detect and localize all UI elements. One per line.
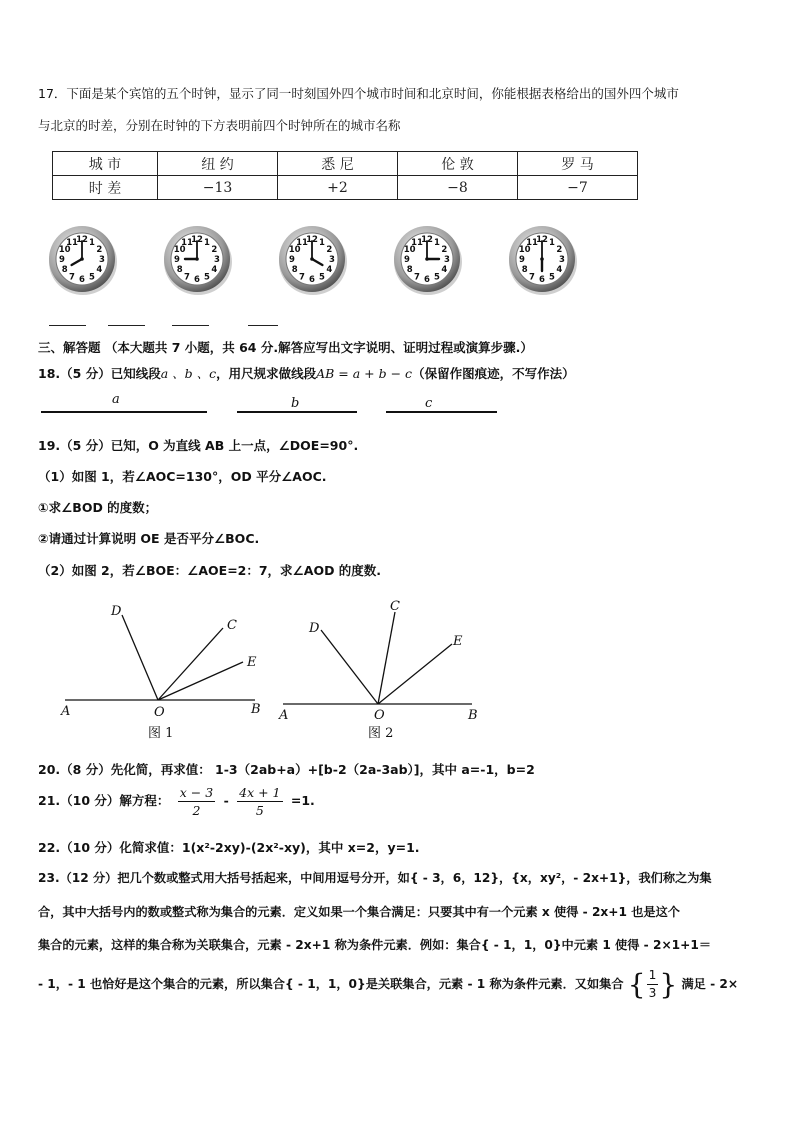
table-cell: 纽 约 [158,152,278,176]
svg-text:2: 2 [96,245,103,256]
svg-text:5: 5 [434,272,440,283]
svg-text:1: 1 [89,237,95,248]
table-cell: −13 [158,176,278,200]
set-fraction-denominator: 3 [648,986,657,1000]
q21-minus: - [223,793,229,808]
svg-text:6: 6 [194,275,200,286]
q19-sub2: ②请通过计算说明 OE 是否平分∠BOC. [38,531,260,546]
ray-oc [158,628,223,700]
label-o: O [374,708,385,723]
svg-text:3: 3 [559,255,565,266]
clock-5 [505,222,579,296]
q18-prefix: 18.（5 分）已知线段 [38,366,161,381]
q18-expr: AB = a + b − c [316,366,413,381]
q18-vars: a 、b 、c [160,366,217,381]
segment-b-label: b [291,396,300,411]
timezone-table [52,151,638,200]
label-o: O [154,705,165,720]
svg-text:8: 8 [521,265,528,276]
table-cell: −8 [398,176,518,200]
svg-text:11: 11 [526,237,538,248]
svg-text:12: 12 [191,235,203,246]
svg-text:7: 7 [299,272,305,283]
svg-text:7: 7 [184,272,190,283]
table-cell: −7 [518,176,638,200]
table-cell: 罗 马 [518,152,638,176]
svg-text:1: 1 [549,237,555,248]
segment-a-label: a [112,392,120,407]
svg-text:12: 12 [536,235,548,246]
svg-text:4: 4 [96,265,103,276]
svg-text:1: 1 [319,237,325,248]
clock-2 [160,222,234,296]
clock-3 [275,222,349,296]
svg-text:9: 9 [519,255,525,266]
clock-4 [390,222,464,296]
q18-stem [38,364,575,382]
label-e: E [453,634,463,649]
svg-text:4: 4 [556,265,563,276]
q22: 22.（10 分）化简求值：1(x²-2xy)-(2x²-xy)，其中 x=2，y=1. [38,840,420,855]
segment-a [41,411,207,413]
svg-text:7: 7 [529,272,535,283]
ray-od [122,615,158,700]
q23-line1: 23.（12 分）把几个数或整式用大括号括起来，中间用逗号分开，如{ - 3，6，12}，{x，xy²，- 2x+1}，我们称之为集 [38,871,712,885]
table-cell: 伦 敦 [398,152,518,176]
q19-stem: 19.（5 分）已知，O 为直线 AB 上一点，∠DOE=90°. [38,438,359,453]
q23-line4-suffix: 满足 - 2× [681,977,739,991]
svg-text:9: 9 [404,255,410,266]
ray-od [321,630,378,704]
label-b: B [468,708,478,723]
svg-text:2: 2 [326,245,333,256]
svg-text:6: 6 [309,275,315,286]
svg-text:1: 1 [204,237,210,248]
segment-c [386,411,497,413]
answer-blank[interactable] [248,325,278,326]
label-a: A [279,708,289,723]
ray-oe [158,662,243,700]
q17-line1: 17．下面是某个宾馆的五个时钟，显示了同一时刻国外四个城市时间和北京时间，你能根据表格给出的国外四个城市 [38,86,679,101]
svg-text:9: 9 [59,255,65,266]
svg-text:8: 8 [406,265,413,276]
svg-text:10: 10 [58,245,71,256]
svg-text:2: 2 [441,245,448,256]
answer-blank[interactable] [172,325,209,326]
label-d: D [309,621,320,636]
figure-1-caption: 图 1 [148,726,174,741]
svg-text:3: 3 [329,255,335,266]
q23-line3: 集合的元素，这样的集合称为关联集合，元素 - 2x+1 称为条件元素．例如：集合{ - 1，1，0}中元素 1 使得 - 2×1+1＝ [38,938,712,952]
table-cell: 悉 尼 [278,152,398,176]
svg-text:3: 3 [444,255,450,266]
label-a: A [61,704,71,719]
q20: 20.（8 分）先化简，再求值： 1-3（2ab+a）+[b-2（2a-3ab）]，其中 a=-1，b=2 [38,762,535,777]
svg-text:6: 6 [424,275,430,286]
answer-blank[interactable] [49,325,86,326]
svg-text:5: 5 [549,272,555,283]
q21 [38,784,315,819]
q21-suffix: =1. [290,793,315,808]
svg-text:10: 10 [518,245,531,256]
svg-text:4: 4 [326,265,333,276]
svg-text:2: 2 [556,245,563,256]
svg-text:11: 11 [411,237,423,248]
q18-suffix: （保留作图痕迹，不写作法） [412,366,575,381]
svg-text:11: 11 [296,237,308,248]
svg-text:10: 10 [173,245,186,256]
svg-text:1: 1 [434,237,440,248]
q18-mid: ，用尺规求做线段 [216,366,317,381]
svg-text:5: 5 [319,272,325,283]
figure-2-caption: 图 2 [368,726,394,741]
svg-text:6: 6 [539,275,545,286]
segment-c-label: c [425,396,433,411]
figure-2 [275,595,500,745]
svg-text:10: 10 [403,245,416,256]
svg-text:11: 11 [66,237,78,248]
fraction-2-numerator: 4x + 1 [239,785,281,800]
svg-text:12: 12 [76,235,88,246]
q23-line4 [38,967,738,1002]
svg-text:3: 3 [214,255,220,266]
q19-part2: （2）如图 2，若∠BOE：∠AOE=2：7，求∠AOD 的度数. [38,563,382,578]
set-one-third: { $\frac{1}{3}$ } [627,967,678,1001]
svg-text:7: 7 [69,272,75,283]
table-row [53,152,638,176]
q19-sub1: ①求∠BOD 的度数； [38,500,158,515]
svg-text:7: 7 [414,272,420,283]
label-d: D [111,604,122,619]
table-cell: 时 差 [53,176,158,200]
q23-line4-prefix: - 1，- 1 也恰好是这个集合的元素，所以集合{ - 1，1，0}是关联集合，元素 - 1 称为条件元素．又如集合 [38,977,624,991]
figure-1 [55,595,280,745]
q19-part1: （1）如图 1，若∠AOC=130°，OD 平分∠AOC. [38,469,327,484]
table-row [53,176,638,200]
table-cell: +2 [278,176,398,200]
fraction-1-numerator: x − 3 [179,785,214,800]
svg-text:8: 8 [61,265,68,276]
ray-oe [378,644,452,704]
label-b: B [251,702,261,717]
fraction-1-denominator: 2 [192,803,201,818]
fraction-2 [237,784,282,819]
svg-text:11: 11 [181,237,193,248]
svg-text:12: 12 [421,235,433,246]
svg-text:9: 9 [289,255,295,266]
svg-text:5: 5 [89,272,95,283]
set-fraction-numerator: 1 [647,967,659,985]
q21-prefix: 21.（10 分）解方程： [38,793,170,808]
fraction-1 [178,784,215,819]
table-cell: 城 市 [53,152,158,176]
label-e: E [247,655,257,670]
label-c: C [390,599,400,614]
label-c: C [227,618,237,633]
q17-line2: 与北京的时差，分别在时钟的下方表明前四个时钟所在的城市名称 [38,118,401,133]
svg-text:2: 2 [211,245,218,256]
svg-text:4: 4 [441,265,448,276]
svg-text:8: 8 [176,265,183,276]
segment-b [237,411,357,413]
svg-text:6: 6 [79,275,85,286]
svg-text:12: 12 [306,235,318,246]
section-heading: 三、解答题 （本大题共 7 小题，共 64 分.解答应写出文字说明、证明过程或演算步骤.） [38,340,533,355]
svg-text:8: 8 [291,265,298,276]
ray-oc [378,612,395,704]
q23-line2: 合，其中大括号内的数或整式称为集合的元素．定义如果一个集合满足：只要其中有一个元素 x 使得 - 2x+1 也是这个 [38,905,680,919]
set-fraction [647,967,659,1002]
svg-text:5: 5 [204,272,210,283]
svg-text:3: 3 [99,255,105,266]
svg-text:9: 9 [174,255,180,266]
clock-1 [45,222,119,296]
svg-text:10: 10 [288,245,301,256]
fraction-2-denominator: 5 [255,803,264,818]
svg-text:4: 4 [211,265,218,276]
answer-blank[interactable] [108,325,145,326]
